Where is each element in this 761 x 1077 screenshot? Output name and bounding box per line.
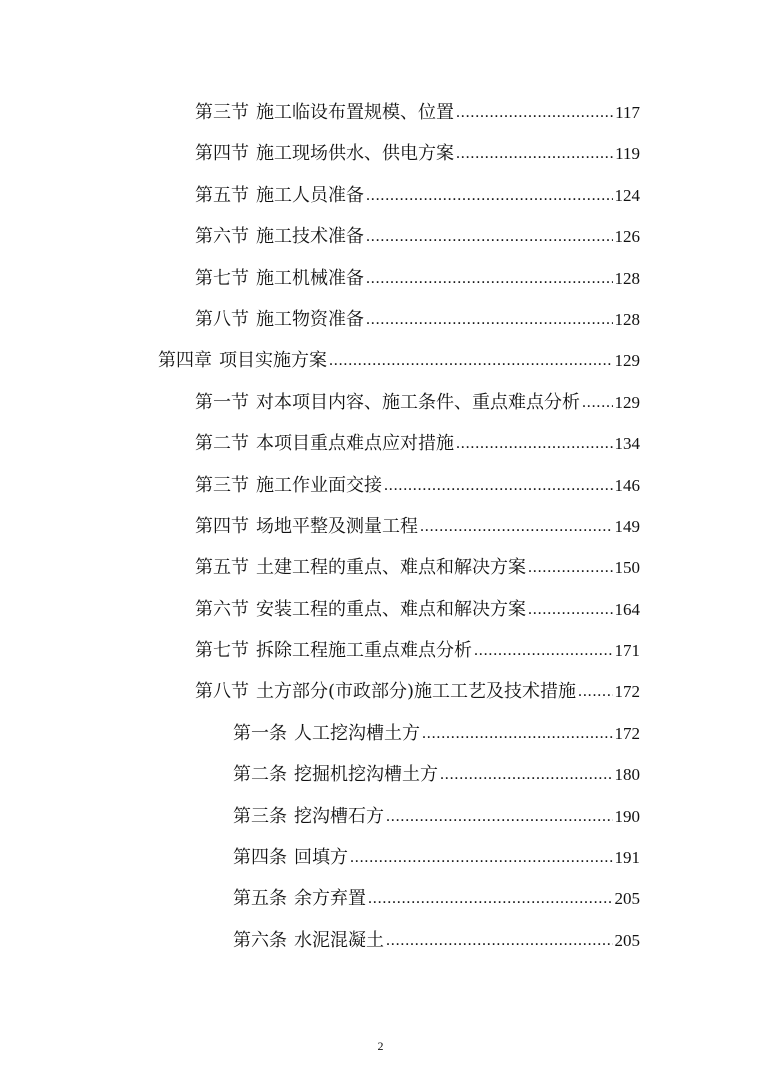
toc-entry-page: 171: [614, 641, 640, 661]
toc-entry-title: 施工临设布置规模、位置: [256, 102, 454, 123]
toc-entry-label: [195, 216, 364, 257]
toc-entry-number: 第三条: [233, 805, 287, 827]
toc-entry-page: 190: [614, 806, 640, 826]
toc-entry[interactable]: [0, 465, 761, 506]
toc-entry-page: 124: [614, 185, 640, 205]
toc-entry-page: 134: [614, 434, 640, 454]
toc-entry-title: 安装工程的重点、难点和解决方案: [256, 598, 526, 620]
toc-entry-title: 施工作业面交接: [256, 474, 382, 496]
toc-entry-label: [195, 133, 454, 174]
toc-entry-label: [195, 175, 364, 216]
toc-chapter-entry[interactable]: [0, 340, 761, 381]
toc-dot-leader: [366, 216, 613, 257]
toc-entry-title: 人工挖沟槽土方: [294, 722, 420, 744]
toc-dot-leader: [528, 547, 613, 588]
toc-entry-page: 149: [614, 516, 640, 536]
toc-dot-leader: [456, 423, 613, 464]
toc-entry-page: 128: [614, 268, 640, 288]
toc-entry-label: [195, 630, 472, 671]
toc-entry-title: 挖沟槽石方: [294, 805, 384, 827]
toc-entry-number: 第八节: [195, 681, 249, 703]
toc-entry-number: 第六条: [233, 929, 287, 951]
toc-entry-number: 第四节: [195, 515, 249, 537]
toc-entry-label: [233, 837, 348, 878]
toc-dot-leader: [582, 382, 613, 423]
toc-entry[interactable]: [0, 382, 761, 423]
toc-entry-title: 水泥混凝土: [294, 929, 384, 951]
toc-dot-leader: [366, 299, 613, 340]
toc-entry-page: 119: [615, 144, 640, 164]
toc-entry-page: 129: [614, 351, 640, 371]
toc-entry-page: 128: [614, 309, 640, 329]
toc-entry-title: 施工现场供水、供电方案: [256, 143, 454, 165]
toc-entry-number: 第二节: [195, 433, 249, 455]
toc-dot-leader: [422, 713, 613, 754]
toc-dot-leader: [350, 837, 613, 878]
toc-dot-leader: [384, 465, 613, 506]
toc-dot-leader: [578, 671, 612, 712]
page-number: 2: [377, 1039, 384, 1053]
toc-entry-title: 挖掘机挖沟槽土方: [294, 764, 438, 786]
toc-subentry[interactable]: [0, 754, 761, 795]
toc-entry-page: 172: [614, 682, 640, 702]
toc-entry-title: 施工技术准备: [256, 226, 364, 248]
toc-dot-leader: [366, 258, 613, 299]
toc-entry[interactable]: [0, 589, 761, 630]
toc-entry-label: [233, 796, 384, 837]
toc-entry-title: 本项目重点难点应对措施: [256, 433, 454, 455]
toc-entry-label: [233, 713, 420, 754]
toc-subentry[interactable]: [0, 713, 761, 754]
toc-entry-number: 第一条: [233, 722, 287, 744]
toc-entry-page: 191: [614, 848, 640, 868]
toc-entry-title: 拆除工程施工重点难点分析: [256, 640, 472, 662]
toc-entry-number: 第四条: [233, 847, 287, 869]
toc-entry[interactable]: [0, 630, 761, 671]
toc-dot-leader: [366, 175, 613, 216]
toc-dot-leader: [528, 589, 613, 630]
toc-entry-title: 回填方: [294, 847, 348, 869]
toc-entry-page: 164: [614, 599, 640, 619]
toc-entry-page: 117: [615, 103, 640, 122]
toc-entry-number: 第七节: [195, 640, 249, 662]
toc-entry-page: 172: [614, 723, 640, 743]
toc-entry-number: 第五条: [233, 888, 287, 910]
toc-entry-page: 146: [614, 475, 640, 495]
toc-entry[interactable]: [0, 423, 761, 464]
toc-entry[interactable]: [0, 216, 761, 257]
toc-entry-number: 第七节: [195, 267, 249, 289]
toc-subentry[interactable]: [0, 837, 761, 878]
toc-entry-title: 土方部分(市政部分)施工工艺及技术措施: [256, 681, 577, 703]
toc-entry[interactable]: [0, 671, 761, 712]
toc-chapter-title: 项目实施方案: [219, 350, 327, 372]
toc-entry-label: [233, 754, 438, 795]
toc-entry-number: 第三节: [195, 102, 249, 123]
toc-entry-page: 129: [614, 392, 640, 412]
toc-entry-number: 第六节: [195, 598, 249, 620]
toc-entry-number: 第五节: [195, 184, 249, 206]
toc-entry-label: [195, 299, 364, 340]
toc-entry-label: [195, 258, 364, 299]
toc-entry[interactable]: [0, 547, 761, 588]
toc-entry-title: 施工机械准备: [256, 267, 364, 289]
toc-entry-label: [195, 382, 580, 423]
toc-entry-number: 第一节: [195, 391, 249, 413]
toc-entry-title: 施工物资准备: [256, 308, 364, 330]
toc-subentry[interactable]: [0, 878, 761, 919]
toc-entry[interactable]: [0, 133, 761, 174]
toc-entry-label: [195, 506, 418, 547]
toc-entry-label: [195, 92, 454, 133]
toc-entry-label: [195, 671, 576, 712]
toc-entry[interactable]: [0, 175, 761, 216]
toc-entry[interactable]: [0, 92, 761, 133]
toc-entry-number: 第五节: [195, 557, 249, 579]
table-of-contents: [0, 92, 761, 961]
toc-entry-label: [233, 878, 366, 919]
toc-entry-label: [195, 465, 382, 506]
toc-entry[interactable]: [0, 299, 761, 340]
toc-entry-label: [195, 589, 526, 630]
toc-entry-number: 第二条: [233, 764, 287, 786]
toc-entry-page: 205: [614, 889, 640, 909]
toc-entry-title: 对本项目内容、施工条件、重点难点分析: [256, 391, 580, 413]
toc-entry-number: 第八节: [195, 308, 249, 330]
toc-entry-label: [195, 423, 454, 464]
toc-dot-leader: [474, 630, 613, 671]
toc-dot-leader: [420, 506, 613, 547]
toc-subentry[interactable]: [0, 796, 761, 837]
toc-dot-leader: [440, 754, 613, 795]
toc-dot-leader: [329, 340, 613, 381]
toc-dot-leader: [386, 920, 613, 961]
toc-entry[interactable]: [0, 258, 761, 299]
toc-chapter-number: 第四章: [158, 350, 212, 372]
toc-entry-page: 150: [614, 558, 640, 578]
toc-entry-title: 土建工程的重点、难点和解决方案: [256, 557, 526, 579]
toc-dot-leader: [456, 92, 613, 133]
toc-dot-leader: [456, 133, 613, 174]
toc-entry-number: 第三节: [195, 474, 249, 496]
toc-entry-label: [195, 547, 526, 588]
toc-dot-leader: [386, 796, 613, 837]
toc-entry-page: 205: [614, 930, 640, 950]
toc-entry-title: 余方弃置: [294, 888, 366, 910]
toc-entry-label: [158, 340, 327, 381]
toc-entry[interactable]: [0, 506, 761, 547]
toc-entry-title: 施工人员准备: [256, 184, 364, 206]
toc-entry-title: 场地平整及测量工程: [256, 515, 418, 537]
toc-entry-label: [233, 920, 384, 961]
toc-entry-page: 180: [614, 765, 640, 785]
toc-subentry[interactable]: [0, 920, 761, 961]
toc-dot-leader: [368, 878, 613, 919]
toc-entry-number: 第四节: [195, 143, 249, 165]
toc-entry-number: 第六节: [195, 226, 249, 248]
toc-entry-page: 126: [614, 227, 640, 247]
